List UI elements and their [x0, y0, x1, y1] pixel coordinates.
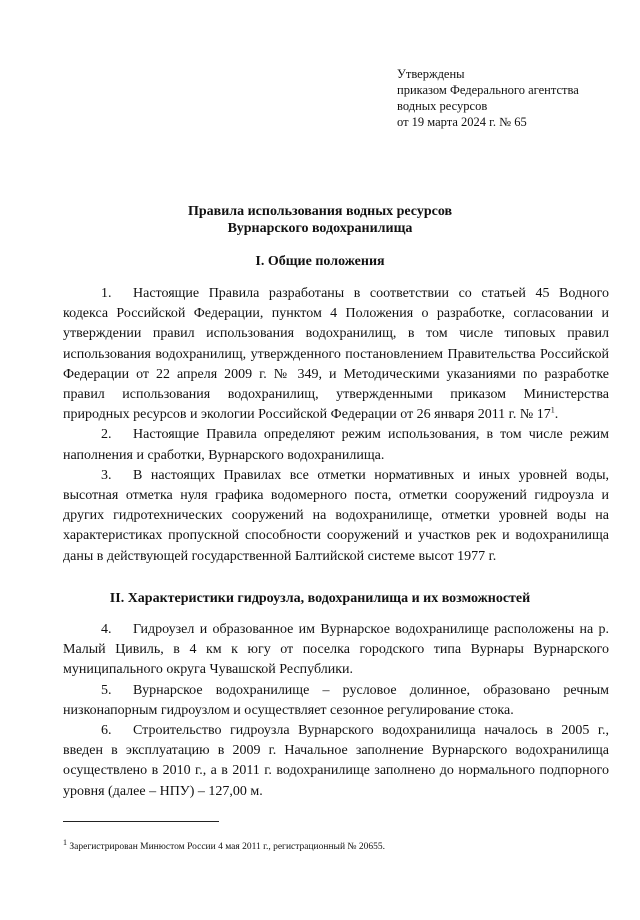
paragraph-6 [63, 721, 609, 802]
footnote-text: Зарегистрирован Минюстом России 4 мая 2011 г., регистрационный № 20655. [69, 842, 385, 852]
approval-block [397, 66, 617, 130]
approval-line: от 19 марта 2024 г. № 65 [397, 115, 527, 129]
paragraph-number: 3. [101, 467, 112, 483]
paragraph-5 [63, 681, 609, 721]
footnote-ref: 1 [550, 405, 555, 415]
paragraph-number: 1. [101, 286, 112, 301]
paragraph-number: 5. [101, 682, 112, 698]
paragraph-3 [63, 466, 609, 567]
paragraph-text: Настоящие Правила определяют режим использования, в том числе режим наполнения и сработки, Вурнарского водохранилища. [63, 427, 609, 463]
footnote-mark: 1 [63, 837, 67, 847]
section-heading-2: II. Характеристики гидроузла, водохранилища и их возможностей [109, 591, 531, 606]
paragraph-text: Вурнарское водохранилище – русловое долинное, образовано речным низконапорным гидроузлом и осуществляет сезонное регулирование стока. [63, 682, 609, 718]
section-heading-1: I. Общие положения [255, 254, 385, 269]
title-line: Вурнарского водохранилища [227, 221, 413, 236]
paragraph-1 [63, 284, 609, 425]
paragraph-tail: . [554, 407, 559, 423]
section-2-body [63, 620, 609, 802]
approval-line: приказом Федерального агентства [397, 83, 579, 97]
paragraph-text: Настоящие Правила разработаны в соответствии со статьей 45 Водного кодекса Российской Федерации, пунктом 4 Положения о разработке, согласовании и утверждении правил использования водохранилищ, в том числе типовых правил использования водохранилищ, утвержденного постановлением Правительства Российской Федерации от 22 апреля 2009 г. № 349, и Методическими указаниями по разработке правил использования водохранилищ, утвержденными приказом Министерства природных ресурсов и экологии Российской Федерации от 26 января 2011 г. № 17 [63, 286, 609, 423]
section-1-body [63, 284, 609, 567]
approval-line: водных ресурсов [397, 99, 488, 113]
paragraph-number: 4. [101, 622, 112, 637]
paragraph-text: В настоящих Правилах все отметки нормативных и иных уровней воды, высотная отметка нуля графика водомерного поста, отметки сооружений гидроузла и других гидротехнических сооружений на водохранилище, отметки уровней воды на характеристиках пропускной способности сооружений и участков рек и водохранилища даны в действующей государственной Балтийской системе высот 1977 г. [63, 467, 609, 564]
paragraph-2 [63, 425, 609, 465]
title-line: Правила использования водных ресурсов [187, 204, 453, 219]
approval-line: Утверждены [397, 67, 465, 81]
footnote [63, 837, 623, 853]
paragraph-text: Гидроузел и образованное им Вурнарское водохранилище расположены на р. Малый Цивиль, в 4 км к югу от поселка городского типа Вурнары Вурнарского муниципального округа Чувашской Республики. [63, 622, 609, 678]
document-title [60, 203, 580, 237]
paragraph-text: Строительство гидроузла Вурнарского водохранилища началось в 2005 г., введен в эксплуатацию в 2009 г. Начальное заполнение Вурнарского водохранилища осуществлено в 2010 г., а в 2011 г. водохранилище заполнено до нормального подпорного уровня (далее – НПУ) – 127,00 м. [63, 723, 609, 799]
paragraph-4 [63, 620, 609, 681]
footnote-separator [63, 821, 219, 822]
paragraph-number: 6. [101, 723, 112, 739]
paragraph-number: 2. [101, 427, 112, 443]
